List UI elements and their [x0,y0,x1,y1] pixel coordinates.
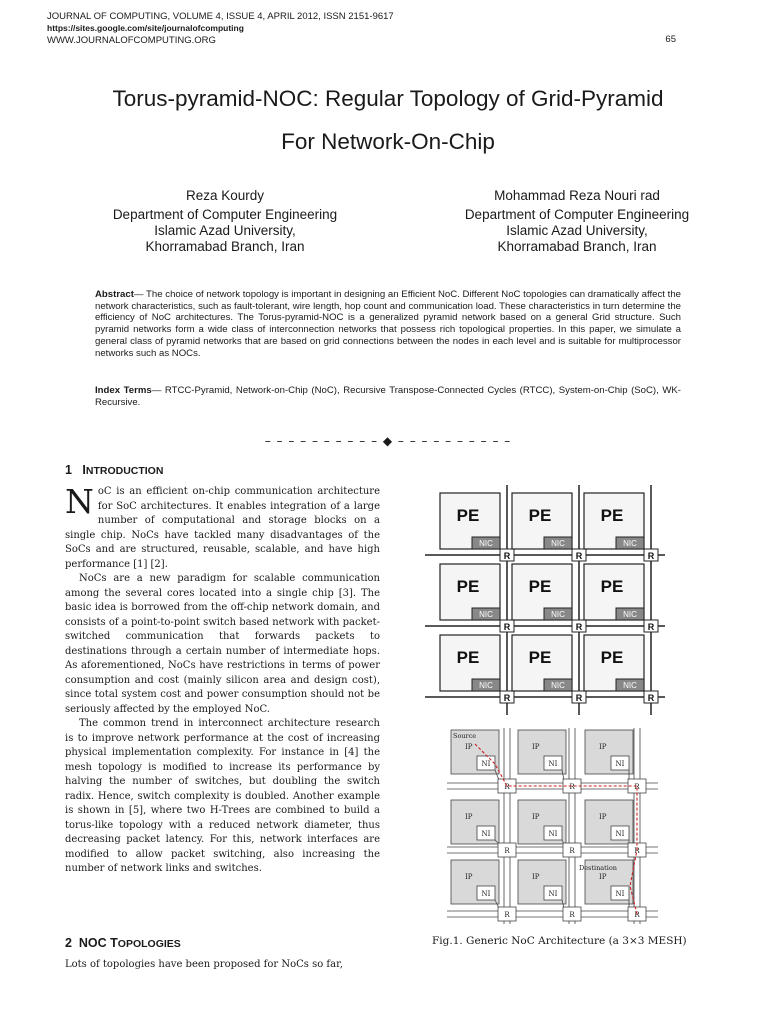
nic-label: NIC [623,610,637,619]
ip-label: IP [465,813,473,821]
pe-label: PE [600,506,624,525]
abstract-text: — The choice of network topology is important in designing an Efficient NoC. Different NoC topologies can dramatically affect the network characteristics, such as fault-tolerant, wire length, hop count and communication load. These characteristics in turn determine the efficiency of NoC architectures. The Torus-pyramid-NOC is a generalized pyramid network based on a general Grid structure. Such pyramid networks form a wide class of interconnection networks that possess rich topological properties. In this paper, we simulate a general class of pyramid networks that are based on grid connections between the nodes in each level and is suitable for multiprocessor networks such as NOCs. [95,289,681,359]
router-label: R [575,693,583,703]
author-1-univ: Islamic Azad University, [154,223,296,238]
pe-label: PE [600,648,624,667]
nic-label: NIC [623,539,637,548]
section1-para1 [65,482,380,572]
router-label: R [569,783,575,791]
page-number: 65 [665,34,676,45]
index-terms [95,385,681,408]
section1-heading [65,463,163,477]
author-2-name: Mohammad Reza Nouri rad [494,188,660,203]
source-label: Source [453,732,477,740]
ni-label: NI [481,760,491,768]
ip-label: IP [599,873,607,881]
section1-title-initial: I [82,463,86,477]
section2-para1: Lots of topologies have been proposed for NoCs so far, [65,959,343,970]
section1-body [65,482,380,877]
ni-label: NI [548,830,558,838]
ni-label: NI [481,830,491,838]
paper-title-line2: For Network-On-Chip [281,129,495,154]
section2-title-rest: OPOLOGIES [117,938,181,950]
ni-label: NI [615,830,625,838]
nic-label: NIC [551,681,565,690]
router-label: R [647,693,655,703]
author-2-dept: Department of Computer Engineering [464,207,690,222]
router-label: R [504,783,510,791]
section1-para3: The common trend in interconnect architecture research is to improve network performance at the cost of increasing physical implementation complexity. For instance in [4] the mesh topology is modified to increase its performance by halving the number of switches, but doubling the switch radix. Hence, switch complexity is doubled. Another example is shown in [5], where two H-Trees are combined to build a torus-like topology with a reduced network diameter, thus decreasing packet latency. For this, network interfaces are modified to allow packet switching, also increasing the number of network links and switches. [65,718,380,874]
destination-label: Destination [579,864,617,872]
pe-label: PE [456,577,480,596]
pe-mesh-diagram [425,485,665,717]
pe-label: PE [456,506,480,525]
ni-label: NI [548,760,558,768]
pe-label: PE [528,648,552,667]
abstract [95,289,681,359]
section1-number: 1 [65,463,72,477]
ni-label: NI [548,890,558,898]
router-label: R [503,551,511,561]
router-label: R [575,551,583,561]
router-label: R [569,847,575,855]
ni-label: NI [615,760,625,768]
author-2-branch: Khorramabad Branch, Iran [497,239,657,254]
ip-label: IP [599,813,607,821]
router-label: R [503,622,511,632]
ip-mesh-diagram [445,726,660,926]
nic-label: NIC [551,539,565,548]
section2-body [65,958,380,973]
nic-label: NIC [479,539,493,548]
router-label: R [569,911,575,919]
section1-para2: NoCs are a new paradigm for scalable communication among the several cores located into a single chip [3]. The basic idea is borrowed from the off-chip network domain, and consists of a point-to-point switch based network with packet-switched communication that forwards packets to destinations through a certain number of intermediate hops. As aforementioned, NoCs have restrictions in terms of power consumption and cost (mainly silicon area and design cost), since total system cost and power consumption should not be seriously affected by the employed NoC. [65,573,380,715]
author-1-branch: Khorramabad Branch, Iran [145,239,305,254]
router-label: R [634,783,640,791]
section2-heading [65,936,181,950]
nic-label: NIC [551,610,565,619]
section2-title-initial: NOC T [78,936,118,950]
router-label: R [503,693,511,703]
author-2-univ: Islamic Azad University, [506,223,648,238]
section1-para1-text: oC is an efficient on-chip communication architecture for SoC architectures. It enables integration of a large number of computational and storage blocks on a single chip. NoCs have tackled many disadvantages of the SoCs and are structured, reusable, scalable, and have high performance [1] [2]. [65,486,380,570]
journal-url: https://sites.google.com/site/journalofcomputing [47,23,244,33]
index-terms-text: — RTCC-Pyramid, Network-on-Chip (NoC), Recursive Transpose-Connected Cycles (RTCC), System-on-Chip (SoC), WK-Recursive. [95,385,681,408]
nic-label: NIC [479,610,493,619]
author-1-dept: Department of Computer Engineering [112,207,338,222]
figure1-caption: Fig.1. Generic NoC Architecture (a 3×3 MESH) [432,935,687,947]
ip-label: IP [532,813,540,821]
author-1-name: Reza Kourdy [185,188,265,203]
dropcap: N [65,482,94,521]
index-terms-label: Index Terms [95,385,152,396]
ip-label: IP [532,873,540,881]
author-1 [70,188,380,255]
ip-label: IP [532,743,540,751]
router-label: R [647,551,655,561]
router-label: R [647,622,655,632]
nic-label: NIC [623,681,637,690]
section1-title-rest: NTRODUCTION [85,465,164,477]
router-label: R [575,622,583,632]
author-2 [422,188,732,255]
pe-label: PE [600,577,624,596]
ip-label: IP [465,873,473,881]
ip-label: IP [465,743,473,751]
section-separator: – – – – – – – – – – ◆ – – – – – – – – – – [264,434,512,448]
pe-label: PE [528,506,552,525]
journal-site: WWW.JOURNALOFCOMPUTING.ORG [47,35,216,46]
section2-number: 2 [65,936,72,950]
nic-label: NIC [479,681,493,690]
pe-label: PE [456,648,480,667]
router-label: R [504,911,510,919]
abstract-label: Abstract [95,289,134,300]
ni-label: NI [481,890,491,898]
router-label: R [504,847,510,855]
router-label: R [634,847,640,855]
journal-header: JOURNAL OF COMPUTING, VOLUME 4, ISSUE 4, APRIL 2012, ISSN 2151-9617 [47,11,394,22]
ip-label: IP [599,743,607,751]
paper-title-line1: Torus-pyramid-NOC: Regular Topology of Grid-Pyramid [112,86,664,111]
router-label: R [634,911,640,919]
ni-label: NI [615,890,625,898]
pe-label: PE [528,577,552,596]
